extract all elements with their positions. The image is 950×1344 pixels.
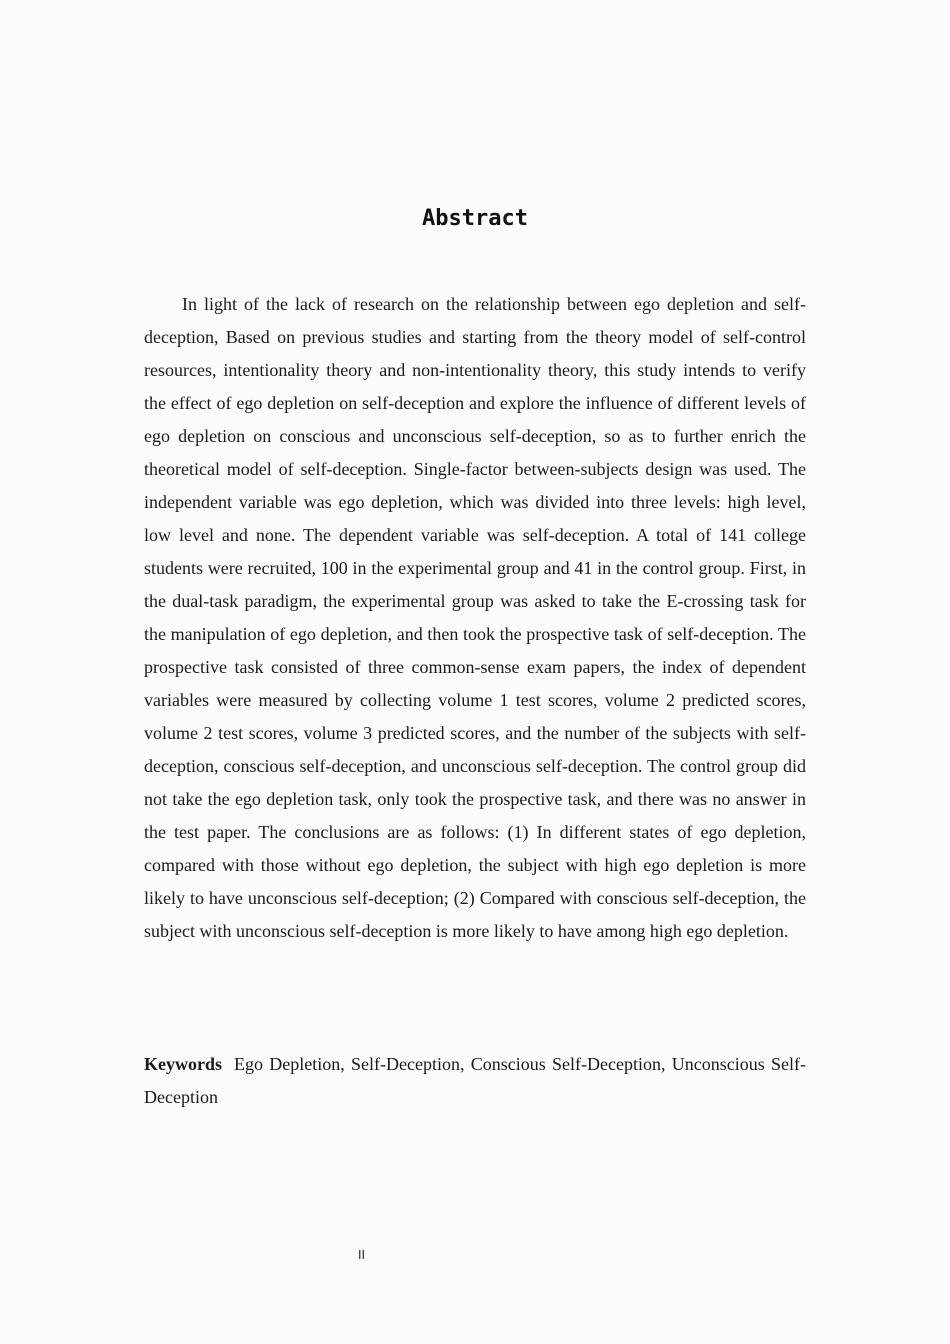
page-number: II [358, 1248, 366, 1262]
page-title: Abstract [422, 206, 528, 231]
abstract-paragraph: In light of the lack of research on the relationship between ego depletion and self-deception, Based on previous studies and starting from the theory model of self-control resources, intentionality theory and non-intentionality theory, this study intends to verify the effect of ego depletion on self-deception and explore the influence of different levels of ego depletion on conscious and unconscious self-deception, so as to further enrich the theoretical model of self-deception. Single-factor between-subjects design was used. The independent variable was ego depletion, which was divided into three levels: high level, low level and none. The dependent variable was self-deception. A total of 141 college students were recruited, 100 in the experimental group and 41 in the control group. First, in the dual-task paradigm, the experimental group was asked to take the E-crossing task for the manipulation of ego depletion, and then took the prospective task of self-deception. The prospective task consisted of three common-sense exam papers, the index of dependent variables were measured by collecting volume 1 test scores, volume 2 predicted scores, volume 2 test scores, volume 3 predicted scores, and the number of the subjects with self-deception, conscious self-deception, and unconscious self-deception. The control group did not take the ego depletion task, only took the prospective task, and there was no answer in the test paper. The conclusions are as follows: (1) In different states of ego depletion, compared with those without ego depletion, the subject with high ego depletion is more likely to have unconscious self-deception; (2) Compared with conscious self-deception, the subject with unconscious self-deception is more likely to have among high ego depletion. [144, 294, 806, 941]
keywords-text: Ego Depletion, Self-Deception, Conscious Self-Deception, Unconscious Self-Deception [144, 1054, 806, 1107]
keywords-label: Keywords [144, 1054, 222, 1074]
keywords-section [144, 1048, 806, 1114]
